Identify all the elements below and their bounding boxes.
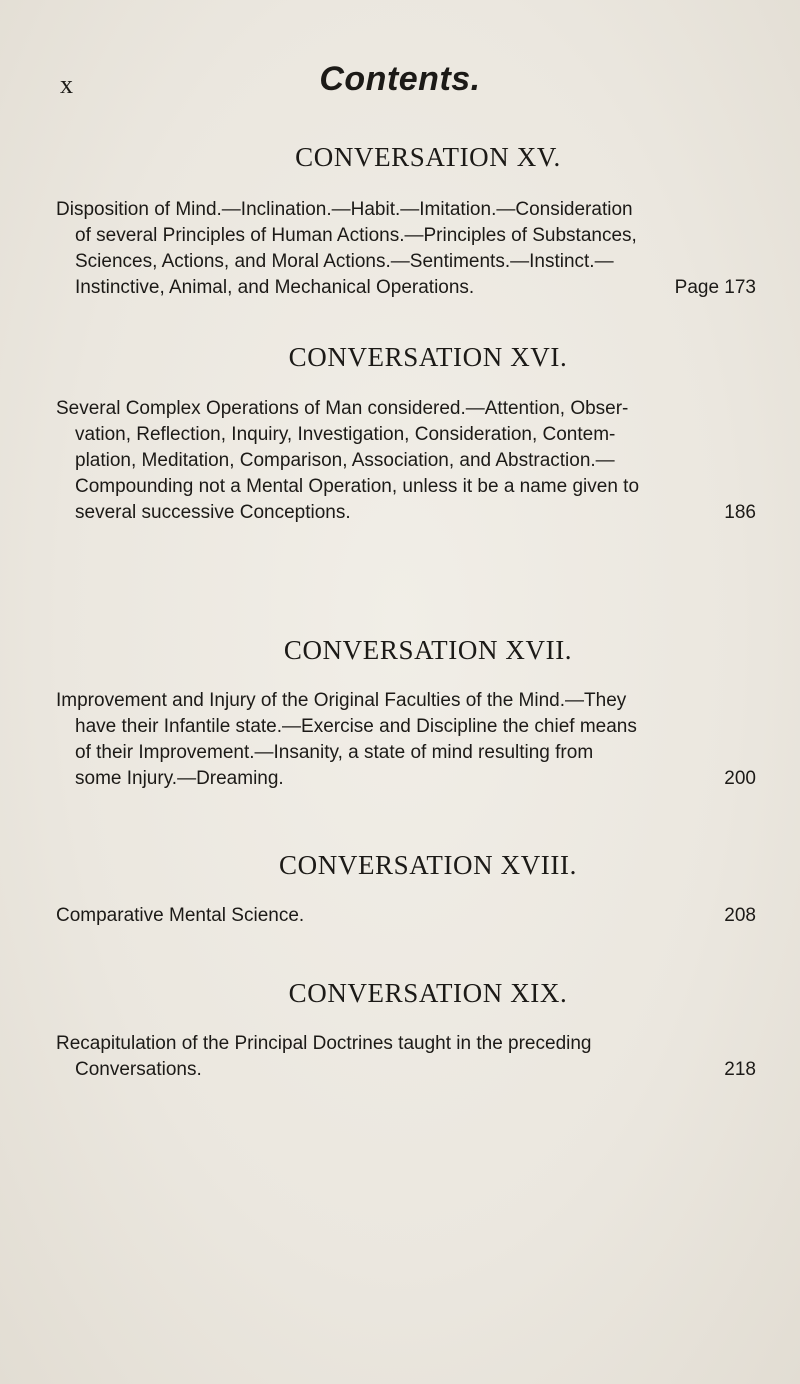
section-summary [56, 197, 756, 301]
summary-line: plation, Meditation, Comparison, Association, and Abstraction.— [75, 450, 615, 471]
summary-line: Several Complex Operations of Man considered.—Attention, Obser- [56, 398, 629, 419]
summary-line: Instinctive, Animal, and Mechanical Operations. [75, 277, 475, 298]
summary-line: Improvement and Injury of the Original Faculties of the Mind.—They [56, 690, 627, 711]
section-heading: CONVERSATION XVIII. [279, 850, 577, 880]
page-reference: 218 [724, 1059, 756, 1080]
contents-entry-xvii [56, 635, 756, 792]
section-heading: CONVERSATION XVI. [288, 342, 568, 372]
page-reference: 186 [724, 502, 756, 523]
folio-number: x [60, 70, 73, 99]
page-reference: 208 [724, 905, 756, 926]
summary-line-last [56, 1057, 756, 1083]
summary-line: have their Infantile state.—Exercise and Discipline the chief means [75, 716, 637, 737]
summary-line-last [56, 275, 756, 301]
contents-entry-xix [56, 978, 756, 1083]
summary-line: some Injury.—Dreaming. [75, 768, 284, 789]
section-summary [56, 903, 756, 929]
section-summary [56, 396, 756, 526]
section-summary [56, 688, 756, 792]
contents-entry-xvi [56, 342, 756, 526]
contents-entry-xv [56, 142, 756, 301]
section-heading: CONVERSATION XVII. [283, 635, 573, 665]
summary-line: Recapitulation of the Principal Doctrines taught in the preceding [56, 1033, 592, 1054]
page-reference: 200 [724, 768, 756, 789]
summary-line: of several Principles of Human Actions.—Principles of Substances, [75, 225, 637, 246]
section-heading: CONVERSATION XV. [295, 142, 561, 172]
summary-line: Compounding not a Mental Operation, unless it be a name given to [75, 476, 640, 497]
summary-line-last [56, 500, 756, 526]
summary-line: Sciences, Actions, and Moral Actions.—Sentiments.—Instinct.— [75, 251, 614, 272]
contents-entry-xviii [56, 850, 756, 929]
summary-line: Comparative Mental Science. [56, 905, 305, 926]
running-head-title: Contents. [319, 60, 481, 98]
page-reference: Page 173 [674, 277, 756, 298]
summary-line: several successive Conceptions. [75, 502, 351, 523]
summary-line: Disposition of Mind.—Inclination.—Habit.—Imitation.—Consideration [56, 199, 633, 220]
summary-line-last [56, 766, 756, 792]
section-heading: CONVERSATION XIX. [288, 978, 568, 1008]
section-summary [56, 1031, 756, 1083]
summary-line: Conversations. [75, 1059, 202, 1080]
running-head [0, 60, 800, 100]
summary-line-last [56, 903, 756, 929]
summary-line: vation, Reflection, Inquiry, Investigation, Consideration, Contem- [75, 424, 616, 445]
summary-line: of their Improvement.—Insanity, a state of mind resulting from [75, 742, 594, 763]
